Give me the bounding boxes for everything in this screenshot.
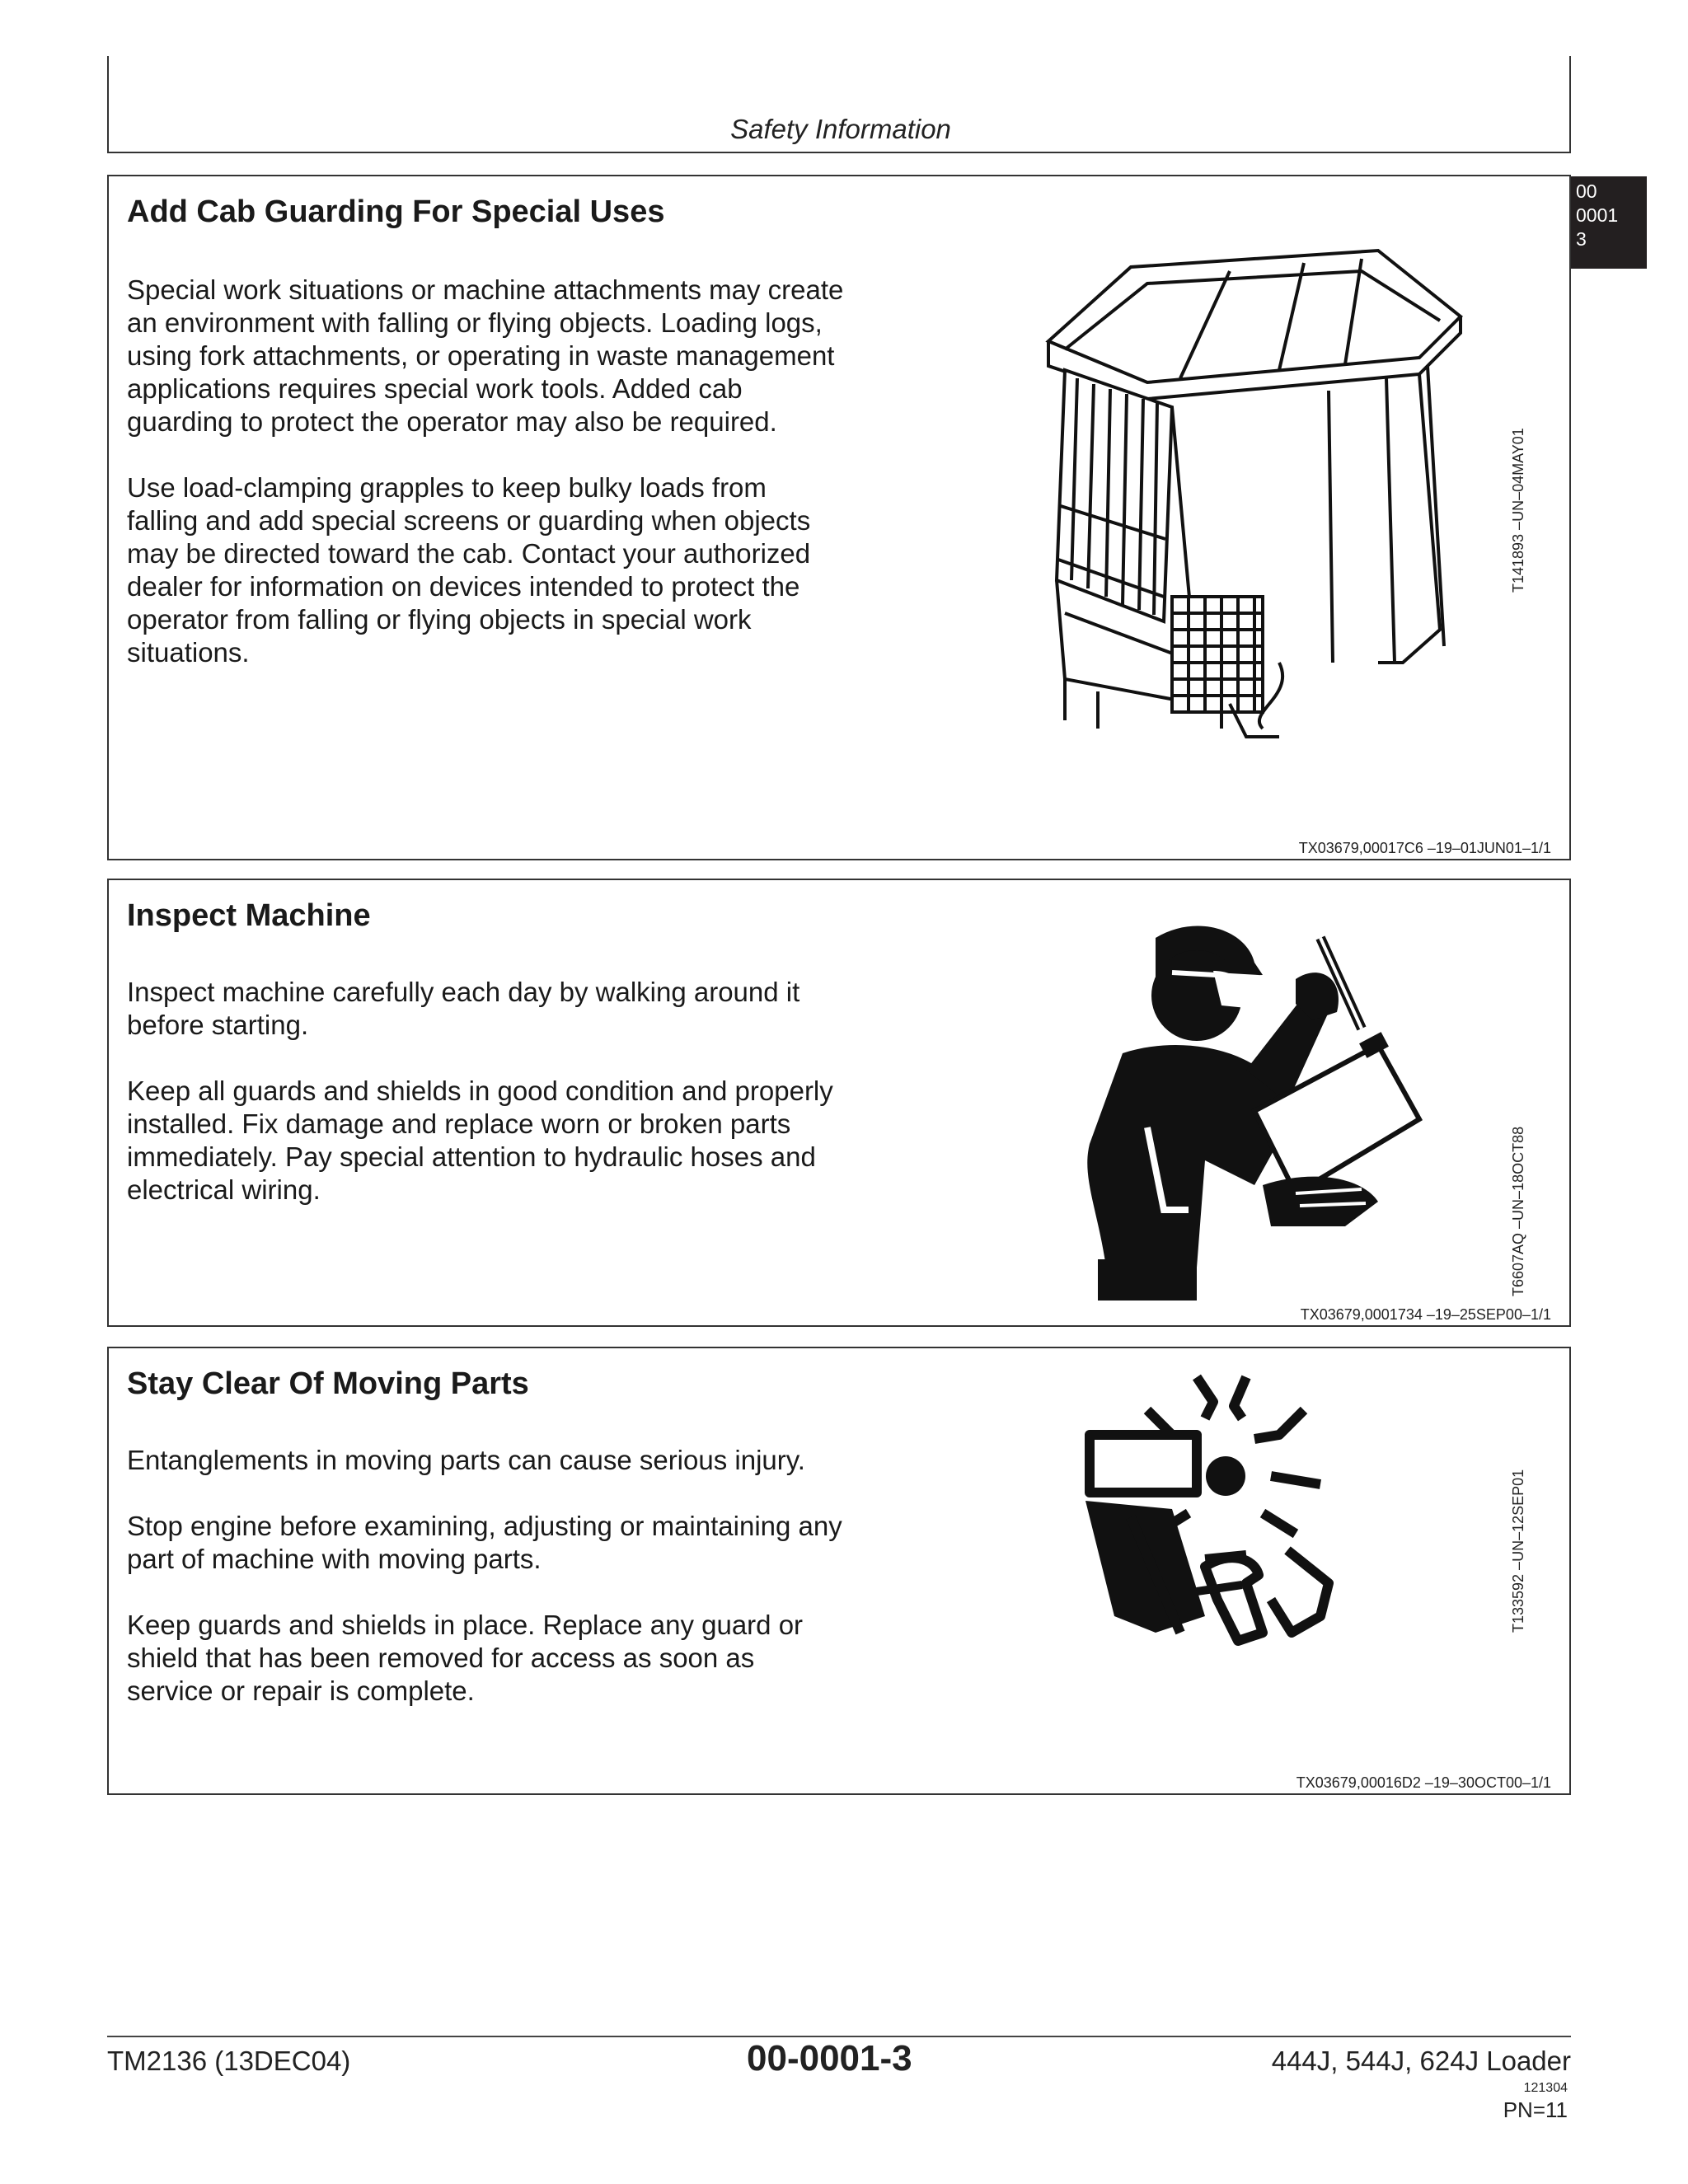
section-cab-guarding — [107, 175, 1571, 860]
reference-code: TX03679,0001734 –19–25SEP00–1/1 — [1300, 1306, 1551, 1323]
page-pn: PN=11 — [1503, 2097, 1568, 2122]
section-moving-parts — [107, 1347, 1571, 1795]
footer-date-code: 121304 — [1523, 2081, 1568, 2095]
paragraph: Keep all guards and shields in good condition and properly installed. Fix damage and replace worn or broken parts immediately. Pay special attention to hydraulic hoses and electrical wiring. — [127, 1076, 833, 1205]
figure-code: T133592 –UN–12SEP01 — [1510, 1469, 1526, 1633]
paragraph: Inspect machine carefully each day by walking around it before starting. — [127, 977, 800, 1040]
section-title: Add Cab Guarding For Special Uses — [127, 194, 665, 229]
section-title: Inspect Machine — [127, 898, 371, 933]
reference-code: TX03679,00016D2 –19–30OCT00–1/1 — [1296, 1774, 1551, 1791]
tab-line-1: 00 — [1576, 180, 1597, 202]
section-tab — [1571, 176, 1647, 269]
header-bottom-rule — [107, 152, 1571, 153]
moving-parts-hazard-illustration — [1081, 1369, 1362, 1649]
manual-id: TM2136 (13DEC04) — [107, 2046, 351, 2076]
section-title: Stay Clear Of Moving Parts — [127, 1366, 529, 1401]
section-body — [127, 976, 844, 1240]
section-body — [127, 1444, 844, 1741]
figure-code: T141893 –UN–04MAY01 — [1510, 428, 1526, 593]
tab-line-3: 3 — [1576, 228, 1587, 250]
paragraph: Use load-clamping grapples to keep bulky loads from falling and add special screens or guarding when objects may be directed toward the cab. Contact your authorized dealer for information on devices intended to protect the operator from falling or flying objects in special work situations. — [127, 472, 811, 668]
section-inspect-machine — [107, 879, 1571, 1327]
paragraph: Stop engine before examining, adjusting or maintaining any part of machine with moving parts. — [127, 1511, 842, 1574]
cab-guard-illustration — [1032, 234, 1493, 745]
paragraph: Keep guards and shields in place. Replace any guard or shield that has been removed for access as soon as service or repair is complete. — [127, 1610, 804, 1706]
section-body — [127, 274, 844, 702]
inspector-clipboard-illustration — [1048, 913, 1477, 1301]
page-number: 00-0001-3 — [747, 2038, 912, 2079]
paragraph: Entanglements in moving parts can cause serious injury. — [127, 1445, 805, 1475]
figure-code: T6607AQ –UN–18OCT88 — [1510, 1126, 1526, 1296]
tab-line-2: 0001 — [1576, 204, 1619, 226]
page-header-title: Safety Information — [730, 114, 951, 144]
footer-rule — [107, 2036, 1571, 2037]
reference-code: TX03679,00017C6 –19–01JUN01–1/1 — [1298, 840, 1551, 856]
model-name: 444J, 544J, 624J Loader — [1271, 2046, 1571, 2076]
paragraph: Special work situations or machine attachments may create an environment with falling or flying objects. Loading logs, using fork attachments, or operating in waste management applications requires special work tools. Added cab guarding to protect the operator may also be required. — [127, 274, 844, 437]
